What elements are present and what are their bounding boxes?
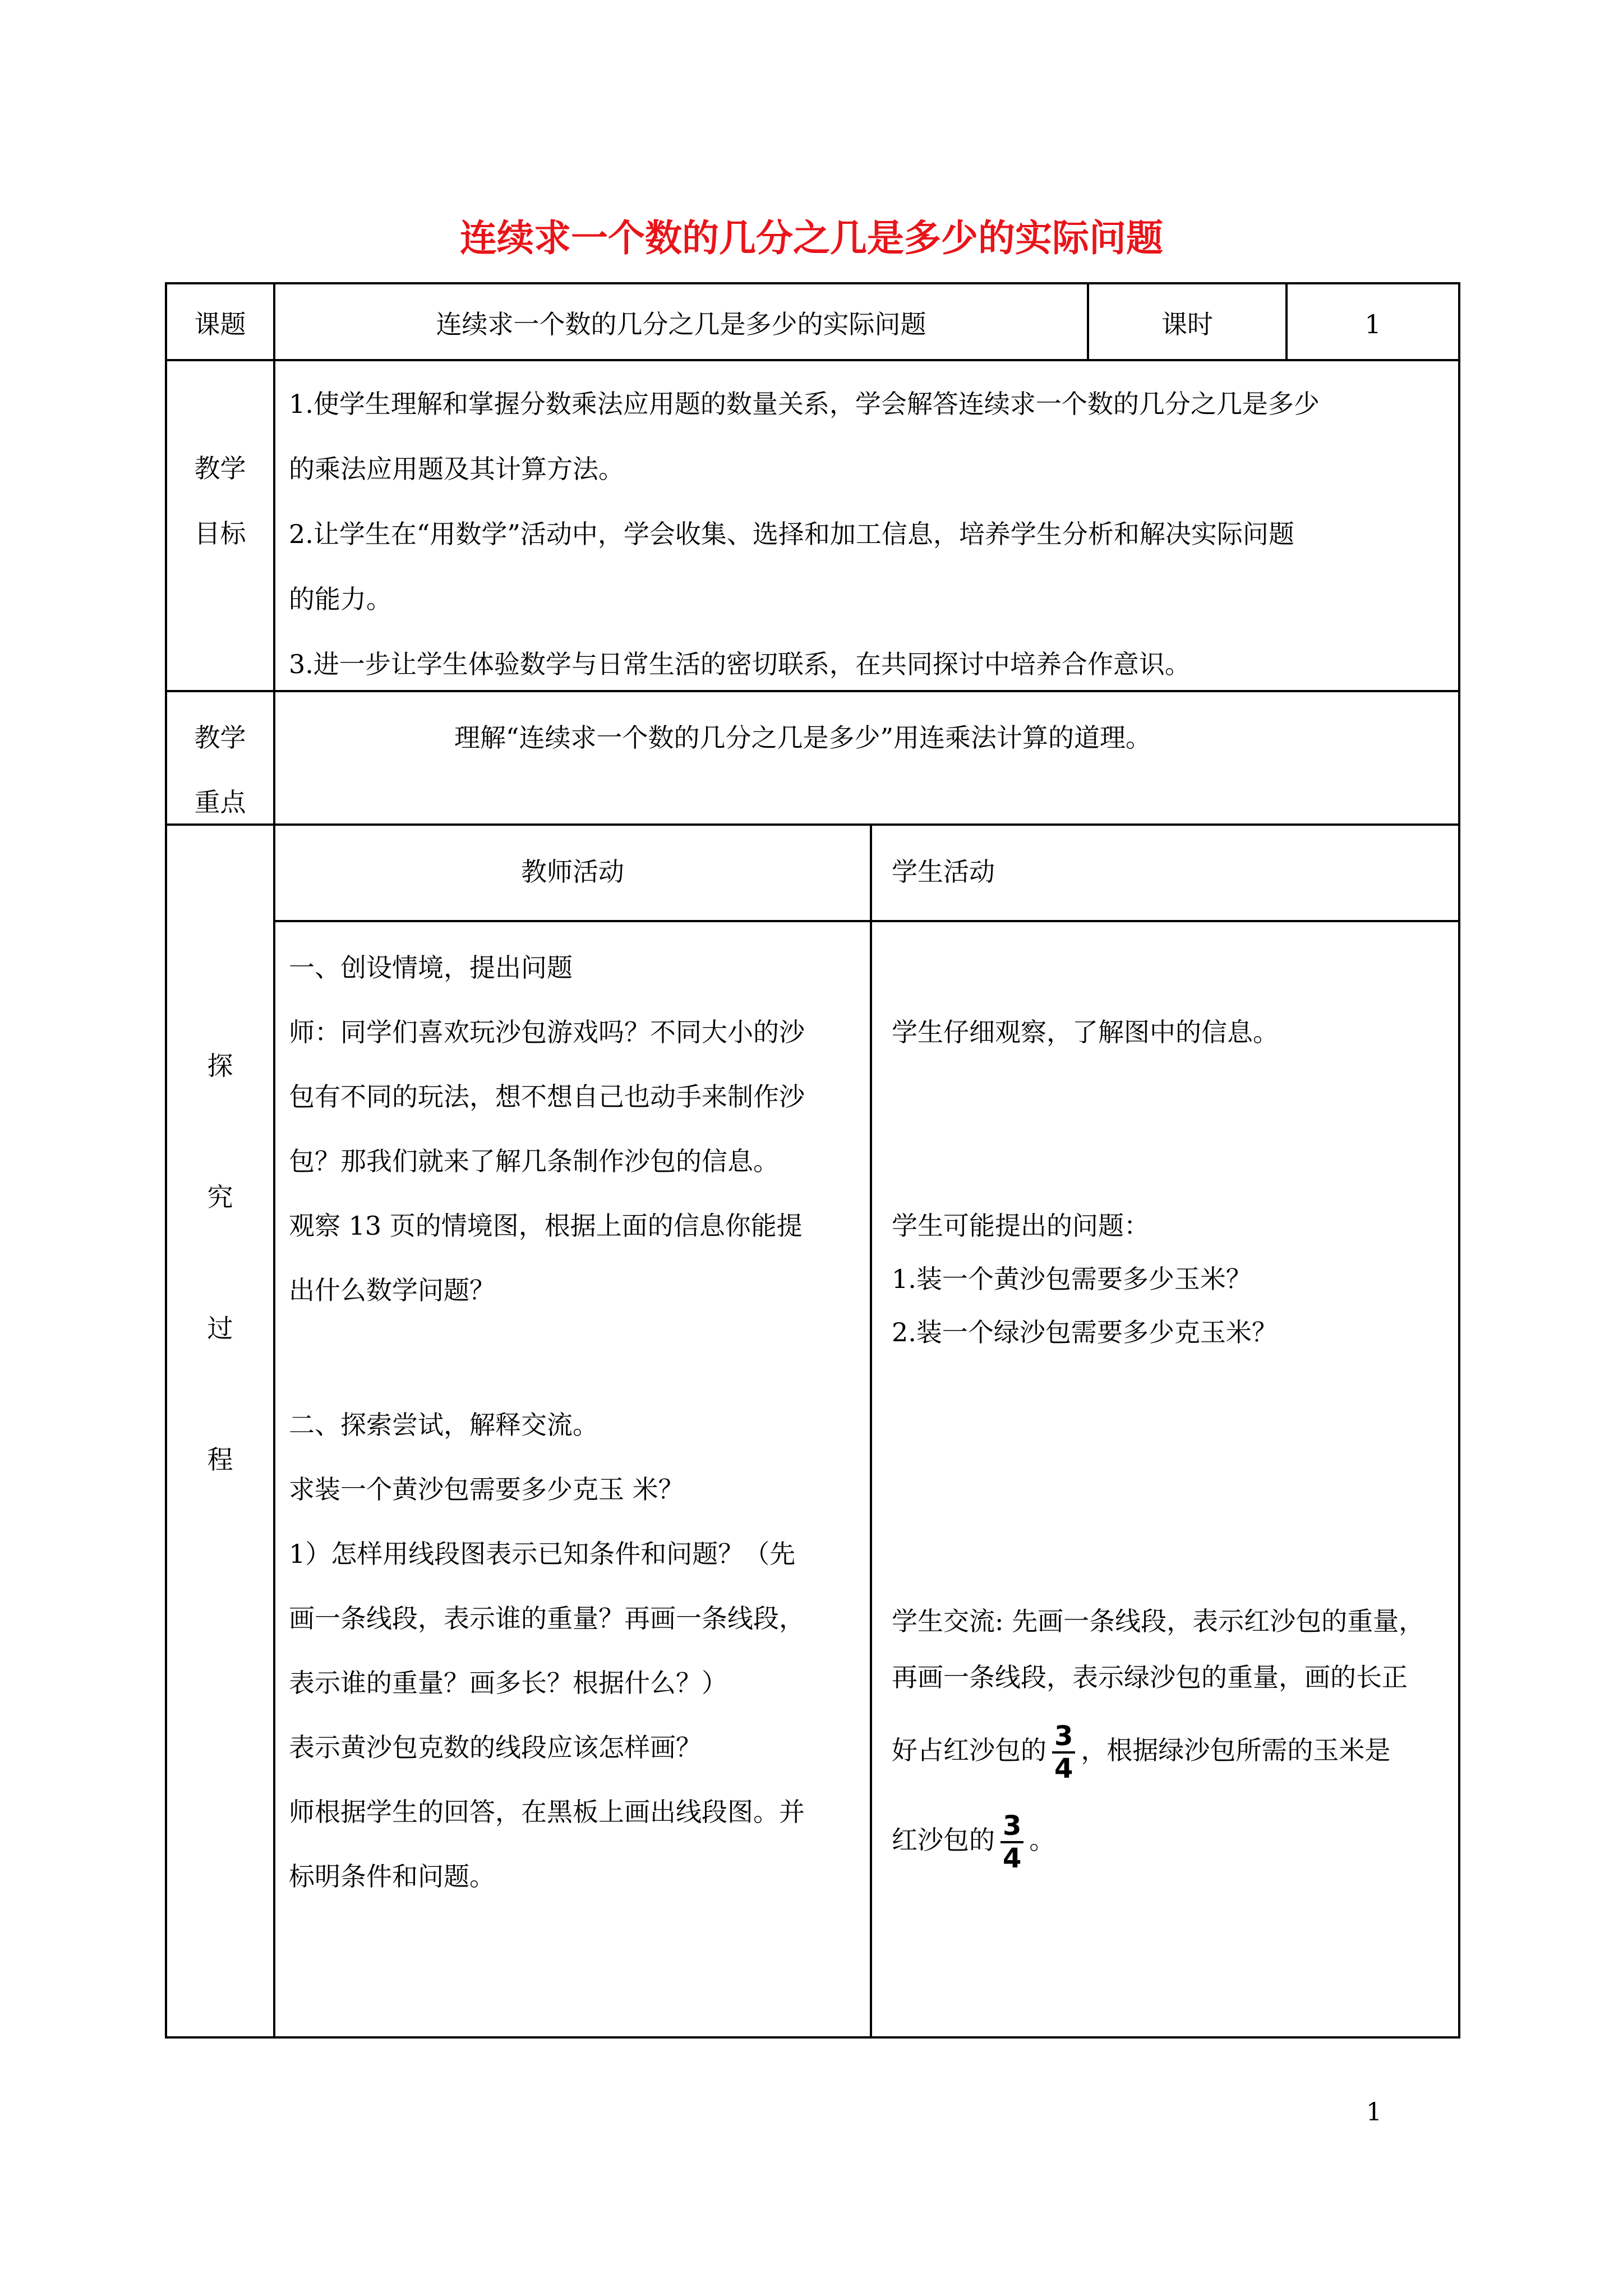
goal-line: 3.进一步让学生体验数学与日常生活的密切联系，在共同探讨中培养合作意识。: [289, 649, 1191, 679]
student-line: [892, 1714, 1390, 1787]
topic-value: 连续求一个数的几分之几是多少的实际问题: [436, 309, 926, 339]
teacher-line: 表示谁的重量？画多长？根据什么？）: [289, 1668, 727, 1698]
student-line: 学生可能提出的问题：: [892, 1211, 1150, 1241]
document-title: 连续求一个数的几分之几是多少的实际问题: [460, 217, 1163, 260]
teacher-line: 师：同学们喜欢玩沙包游戏吗？不同大小的沙: [289, 1017, 805, 1047]
fraction-denominator: 4: [1054, 1753, 1073, 1784]
teacher-line: 包有不同的玩法，想不想自己也动手来制作沙: [289, 1082, 805, 1112]
period-value: 1: [1364, 309, 1381, 339]
fraction-three-quarters: [1000, 1811, 1023, 1874]
teacher-line: 观察 13 页的情境图，根据上面的信息你能提: [289, 1211, 803, 1241]
key-label-2: 重点: [194, 787, 246, 817]
teacher-line: 二、探索尝试，解释交流。: [289, 1410, 598, 1440]
goal-line: 1.使学生理解和掌握分数乘法应用题的数量关系，学会解答连续求一个数的几分之几是多少: [289, 389, 1320, 419]
student-line: 2.装一个绿沙包需要多少克玉米？: [892, 1317, 1278, 1347]
student-line: 1.装一个黄沙包需要多少玉米？: [892, 1264, 1252, 1294]
goal-line: 的能力。: [289, 584, 392, 614]
student-header: 学生活动: [892, 857, 995, 887]
student-line-text: 红沙包的: [892, 1825, 995, 1855]
process-label-3: 过: [207, 1313, 233, 1343]
teacher-line: 画一条线段，表示谁的重量？再画一条线段，: [289, 1603, 805, 1634]
key-label-1: 教学: [194, 723, 246, 753]
student-line: 再画一条线段，表示绿沙包的重量，画的长正: [892, 1662, 1408, 1692]
process-label-1: 探: [207, 1051, 233, 1081]
goals-label-2: 目标: [194, 518, 246, 549]
teacher-line: 包？那我们就来了解几条制作沙包的信息。: [289, 1146, 779, 1176]
topic-label: 课题: [194, 309, 246, 339]
teacher-line: 1）怎样用线段图表示已知条件和问题？（先: [289, 1539, 796, 1569]
teacher-line: 师根据学生的回答，在黑板上画出线段图。并: [289, 1797, 805, 1827]
student-line: 学生仔细观察，了解图中的信息。: [892, 1017, 1279, 1047]
teacher-line: 出什么数学问题？: [289, 1275, 495, 1305]
period-label: 课时: [1161, 309, 1213, 339]
teacher-line: 表示黄沙包克数的线段应该怎样画？: [289, 1732, 702, 1763]
goal-line: 的乘法应用题及其计算方法。: [289, 454, 624, 484]
teacher-line: 标明条件和问题。: [289, 1861, 495, 1892]
goals-label-1: 教学: [194, 453, 246, 484]
fraction-numerator: 3: [1000, 1811, 1023, 1843]
teacher-header: 教师活动: [521, 857, 624, 887]
process-label-4: 程: [207, 1444, 233, 1475]
teacher-line: 求装一个黄沙包需要多少克玉 米？: [289, 1474, 684, 1504]
page-number: 1: [1366, 2098, 1382, 2127]
teacher-line: 一、创设情境，提出问题: [289, 953, 573, 983]
fraction-numerator: 3: [1052, 1721, 1075, 1754]
student-line: [892, 1803, 1055, 1876]
student-line-text: ，根据绿沙包所需的玉米是: [1081, 1735, 1391, 1765]
fraction-three-quarters: [1052, 1721, 1075, 1784]
student-line-text: 好占红沙包的: [892, 1735, 1046, 1765]
key-point: 理解“连续求一个数的几分之几是多少”用连乘法计算的道理。: [454, 723, 1152, 753]
student-line-text: 。: [1029, 1825, 1055, 1855]
student-line: 学生交流: 先画一条线段，表示红沙包的重量，: [892, 1606, 1425, 1636]
goal-line: 2.让学生在“用数学”活动中，学会收集、选择和加工信息，培养学生分析和解决实际问题: [289, 519, 1294, 549]
fraction-denominator: 4: [1003, 1843, 1022, 1874]
process-label-2: 究: [207, 1182, 233, 1212]
